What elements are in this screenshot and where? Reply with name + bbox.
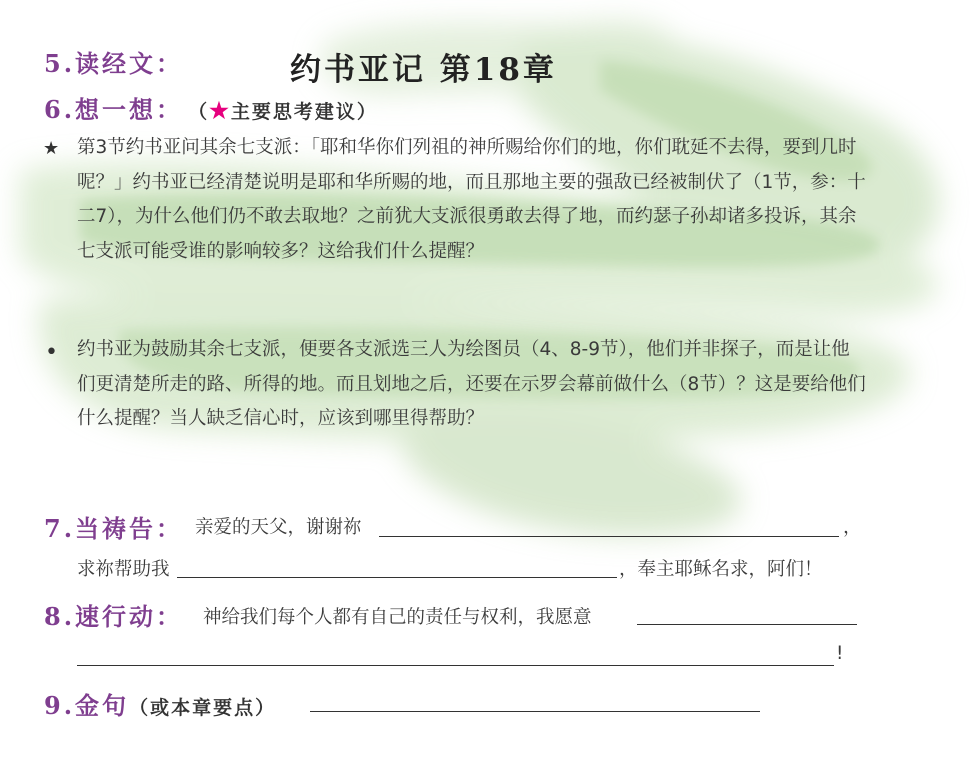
key-verse-blank[interactable] (310, 711, 760, 712)
section-5-label: 5.读经文： (44, 49, 184, 78)
action-line-1-start: 神给我们每个人都有自己的责任与权利，我愿意 (203, 607, 592, 628)
note-close: ） (356, 101, 378, 123)
question-2-text: 约书亚为鼓励其余七支派，便要各支派选三人为绘图员（4、8-9节），他们并非探子，而是让他们更清楚所走的路、所得的地。而且划地之后，还要在示罗会幕前做什么（8节）？这是要给他们什么提醒？当人缺乏信心时，应该到哪里得帮助？ (77, 339, 866, 429)
prayer-line-1-start: 亲爱的天父，谢谢祢 (195, 517, 362, 538)
action-blank-1[interactable] (637, 624, 857, 625)
action-line-2-end: ! (836, 643, 844, 664)
chapter-title: 约书亚记 第18章 (290, 52, 557, 88)
note-text: 主要思考建议 (230, 101, 357, 123)
section-9-note: （或本章要点） (129, 697, 277, 719)
star-icon: ★ (209, 98, 231, 124)
section-6-heading (44, 90, 378, 125)
star-icon: ★ (43, 138, 60, 159)
prayer-blank-1[interactable] (379, 536, 839, 537)
bullet-icon: • (45, 340, 58, 365)
section-8-label: 8.速行动： (44, 602, 184, 631)
prayer-line-2-start: 求祢帮助我 (77, 559, 170, 580)
prayer-line-1-end: ， (843, 517, 862, 538)
section-9-label: 9.金句 (44, 691, 130, 720)
section-9-heading (44, 686, 276, 721)
prayer-blank-2[interactable] (177, 577, 617, 578)
section-7-label: 7.当祷告： (44, 514, 184, 543)
note-open: （ (188, 101, 210, 123)
action-blank-2[interactable] (77, 665, 834, 666)
prayer-line-2-end: ，奉主耶稣名求，阿们！ (619, 559, 823, 580)
question-1-text: 第3节约书亚问其余七支派：「耶和华你们列祖的神所赐给你们的地，你们耽延不去得，要到几时呢？」约书亚已经清楚说明是耶和华所赐的地，而且那地主要的强敌已经被制伏了（1节，参：十二7），为什么他们仍不敢去取地？之前犹大支派很勇敢去得了地，而约瑟子孙却诸多投诉，其余七支派可能受谁的影响较多？这给我们什么提醒？ (77, 137, 866, 262)
section-6-label: 6.想一想： (44, 95, 184, 124)
